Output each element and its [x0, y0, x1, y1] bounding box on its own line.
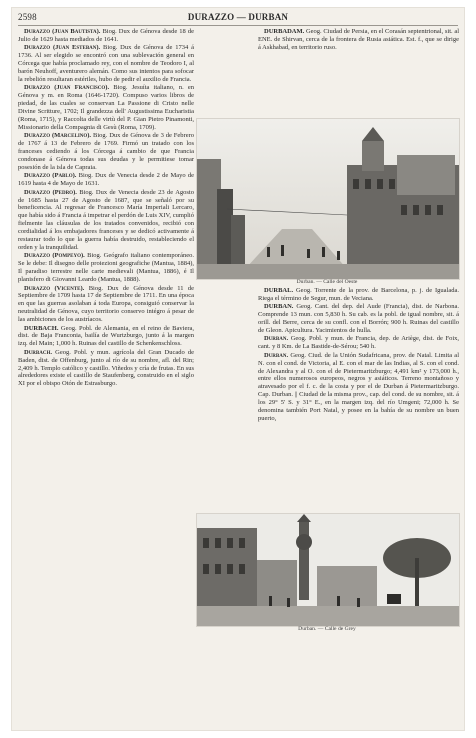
- entry: [18, 285, 194, 325]
- entry: [258, 303, 459, 335]
- entry-headword: DURBAN.: [264, 303, 294, 311]
- entry-headword: Durazzo (Juan Francisco).: [24, 84, 110, 92]
- entry: [18, 28, 194, 44]
- entry-headword: Durazzo (Vicente).: [24, 284, 85, 292]
- entry-headword: DURBADAM.: [264, 28, 305, 35]
- photo-durban-west-street: [196, 118, 460, 280]
- entry-headword: Durazzo (Pompeyo).: [24, 252, 85, 260]
- entry-headword: Durbach.: [24, 348, 52, 356]
- entry: [18, 44, 194, 84]
- running-title: DURAZZO — DURBAN: [187, 12, 289, 22]
- entry-body: Geog. Ciudad de Persia, en el Corasán septentrional, sit. al ENE. de Shirvan, cerca de la frontera de Rusia asiática. Est. f., que se dirige á Askhabad, en territorio ruso.: [258, 28, 460, 51]
- entry-body: Biog. Geógrafo italiano contemporáneo. Se le debe: Il disegno delle proiezioni geografiche (Mantua, 1884), Il paradiso terrestre nelle carte medievali (Mantua, 1886), é Il planisfero di Giovanni Leardo (Mantua, 1888).: [18, 252, 194, 284]
- entry-headword: Durban.: [264, 351, 289, 359]
- entry: [18, 325, 194, 349]
- entry-headword: Durazzo (Juan Esteban).: [24, 44, 101, 52]
- entry-body: Geog. Pobl. y mun. de Francia, dep. de Ariège, dist. de Foix, cant. y 8 Km. de La Bastide-de-Sérou; 540 h.: [258, 335, 460, 351]
- entry-headword: Durazzo (Pedro).: [24, 188, 77, 196]
- entry: [18, 189, 194, 252]
- entry-body: Biog. Dux de Génova de 3 de Febrero de 1767 á 13 de Febrero de 1769. Firmó un tratado con los franceses cediendo á los Córcega á cambio de que Francia condonase á Génova todas sus deudas y le permitiese tomar posesión de la isla de Capraia.: [18, 132, 195, 171]
- entry: [18, 132, 194, 172]
- entry-body: Geog. Pobl. de Alemania, en el reino de Baviera, dist. de Baja Franconia, bailía de Wurtzburgo, junto á la margen izq. del Main; 1,000 h. Ruinas del castillo de Schenkenschloss.: [18, 324, 195, 348]
- photo-caption: Durban. — Calle del Oeste: [296, 279, 358, 285]
- entry: [258, 28, 459, 52]
- entry-headword: Durban.: [264, 335, 289, 343]
- entry-body: Geog. Pobl. y mun. agrícola del Gran Ducado de Baden, dist. de Offenburg, junto al río de su nombre, afl. del Rin; 2,409 h. Templo católico y castillo. Viñedos y cría de frutas. En sus alrededores existe el castillo de Staufenberg, construido en el siglo XI por el obispo Otón de Estrasburgo.: [18, 348, 194, 388]
- entry-body: Biog. Dux de Génova de 1734 á 1736. Al ser elegido se encontró con una sublevación general en Córcega que había proclamado rey, con el nombre de Teodoro I, al barón Neuhoff, aventurero alemán. Como sus intentos para sofocar la rebelión resultaran estériles, hubo de pedir el auxilio de Francia.: [18, 44, 195, 83]
- page-header: [18, 12, 458, 26]
- entry-body: Geog. Torrente de la prov. de Barcelona, p. j. de Igualada. Riega el término de Segur, mun. de Veciana.: [258, 287, 460, 302]
- entry-body: Biog. Dux de Venecia desde 2 de Mayo de 1619 hasta 4 de Mayo de 1631.: [18, 172, 195, 188]
- entry: [18, 172, 194, 188]
- entry-body: Biog. Dux de Génova desde 18 de Julio de 1629 hasta mediados de 1641.: [18, 28, 194, 43]
- page-number: 2598: [18, 12, 37, 22]
- encyclopedia-page: [12, 8, 464, 730]
- entry: [258, 287, 459, 303]
- entry-body: Biog. Jesuíta italiano, n. en Génova y m. en Roma (1646-1720). Compuso varios libros de piedad, de las cuales se conservan La Passione di Cristo nelle Divine Scritture, 1702; Il grandezza dell' Augustissima Eucharistia (Roma, 1715), y Raccolta delle virtù del P. Gian Pietro Pinamonti, Missionario della Compagnia di Gesù (Roma, 1709).: [18, 84, 195, 131]
- entry-body: Geog. Cant. del dep. del Aude (Francia), dist. de Narbona. Comprende 13 mun. con 5,830 h. Su cab. es la pobl. de igual nombre, sit. á orill. del Berre, cerca de su confl. con el Borrón; 900 h. Ruinas del castillo de Gleon. Apicultura. Yacimientos de hulla.: [258, 303, 459, 335]
- street-scene-illustration: [197, 119, 459, 279]
- photo-caption: Durban. — Calle de Grey: [298, 626, 356, 632]
- street-scene-illustration: [197, 514, 459, 626]
- entry: [258, 352, 459, 423]
- right-column-middle: [258, 287, 459, 423]
- entry-headword: DURBACH.: [24, 324, 59, 332]
- entry-headword: DURBAL.: [264, 287, 294, 294]
- entry-body: Biog. Dux de Venecia desde 23 de Agosto de 1685 hasta 27 de Agosto de 1687, que se señaló por su beneficencia. Al regresar de Francesco María Imperiali Lercaro, que había sido á Francia á impetrar el perdón de Luis XIV, cumplió fielmente las cláusulas de los tratados convenidos, recibió con cordialidad á los embajadores franceses y se dedicó activamente á restaurar todo lo que la guerra había destruido, restableciendo el orden y la tranquilidad.: [18, 188, 194, 251]
- entry-headword: Durazzo (Marcelino).: [24, 132, 92, 140]
- entry: [18, 349, 194, 389]
- entry-headword: Durazzo (Pablo).: [24, 172, 77, 180]
- entry: [18, 252, 194, 284]
- entry: [258, 335, 459, 351]
- photo-durban-grey-street: [196, 513, 460, 627]
- entry-body: Geog. Ciud. de la Unión Sudafricana, prov. de Natal. Limita al N. con el cond. de Victoria, al E. con el mar de las Indias, al S. con el cond. de Alexandra y al O. con el de Pietermaritzburgo; 4,491 km² y 173,000 h., entre ellos numerosos europeos, negros y asiáticos. Terreno montañoso y atravesado por el f. c. de la costa y por el de Durban á Pietermaritzburgo. Cap. Durban. || Ciudad de la misma prov., cap. del cond. de su nombre, sit. á los 29° 5' S. y 31° E., en la margen izq. del río Umgeni; 72,000 h. Se denomina también Port Natal, y posee en la bahía de su nombre un buen puerto,: [258, 351, 460, 422]
- entry-body: Biog. Dux de Génova desde 11 de Septiembre de 1709 hasta 17 de Septiembre de 1711. En una época en que las guerras asolaban á toda Europa, consiguió conservar la neutralidad de Génova, cuyo territorio conservo intégro á pesar de las ambiciones de los austríacos.: [18, 284, 194, 324]
- left-column: [18, 28, 194, 389]
- entry: [18, 84, 194, 131]
- header-rule: [18, 25, 458, 26]
- entry-headword: Durazzo (Juan Bautista).: [24, 28, 101, 35]
- right-column-top: [258, 28, 459, 52]
